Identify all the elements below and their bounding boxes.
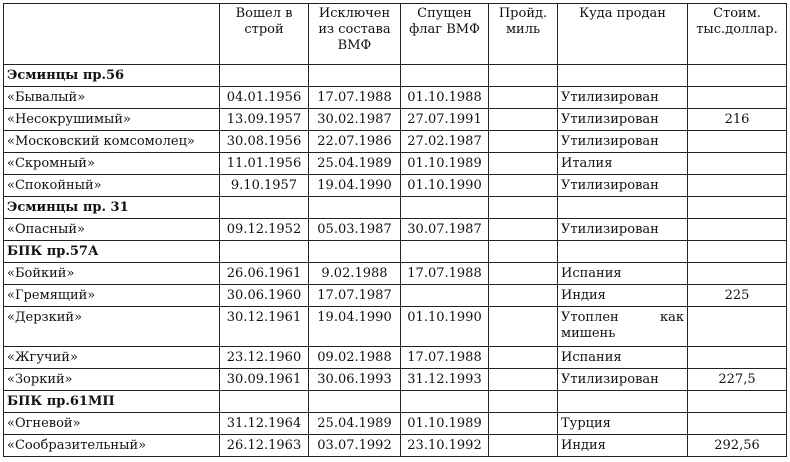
cell-name: «Зоркий» [4,369,220,391]
table-row [4,219,787,241]
cell-cost: 216 [688,109,787,131]
group-header-row [4,65,787,87]
cell-name: «Опасный» [4,219,220,241]
cell-miles [489,347,558,369]
cell-sold-to: Утилизирован [558,87,688,109]
table-row [4,285,787,307]
cell-sold-to: Утилизирован [558,131,688,153]
header-row [4,4,787,65]
cell-name: «Жгучий» [4,347,220,369]
cell-commissioned [220,65,309,87]
cell-sold-to [558,307,688,347]
cell-flag-lowered: 31.12.1993 [401,369,489,391]
cell-sold-to: Испания [558,347,688,369]
header-commissioned: Вошел в строй [220,4,309,65]
group-header-row [4,197,787,219]
cell-commissioned: 30.12.1961 [220,307,309,347]
cell-decommissioned: 17.07.1988 [309,87,401,109]
cell-cost [688,413,787,435]
cell-commissioned: 23.12.1960 [220,347,309,369]
cell-decommissioned: 25.04.1989 [309,413,401,435]
table-row [4,153,787,175]
cell-cost [688,197,787,219]
table-row [4,131,787,153]
cell-flag-lowered [401,241,489,263]
cell-miles [489,65,558,87]
table-row [4,175,787,197]
cell-flag-lowered: 01.10.1989 [401,413,489,435]
cell-sold-to: Утилизирован [558,369,688,391]
cell-decommissioned: 19.04.1990 [309,175,401,197]
cell-cost: 292,56 [688,435,787,457]
cell-miles [489,413,558,435]
cell-commissioned: 13.09.1957 [220,109,309,131]
cell-name: «Московский комсомолец» [4,131,220,153]
cell-flag-lowered [401,285,489,307]
cell-decommissioned: 9.02.1988 [309,263,401,285]
cell-sold-to: Турция [558,413,688,435]
cell-flag-lowered: 01.10.1990 [401,307,489,347]
cell-cost: 227,5 [688,369,787,391]
cell-decommissioned: 30.06.1993 [309,369,401,391]
group-header-row [4,391,787,413]
cell-cost: 225 [688,285,787,307]
cell-name: «Дерзкий» [4,307,220,347]
cell-flag-lowered: 27.02.1987 [401,131,489,153]
cell-cost [688,175,787,197]
cell-decommissioned: 19.04.1990 [309,307,401,347]
cell-miles [489,435,558,457]
table-row [4,369,787,391]
cell-commissioned [220,241,309,263]
table-row [4,307,787,347]
cell-miles [489,263,558,285]
cell-commissioned: 9.10.1957 [220,175,309,197]
cell-commissioned: 31.12.1964 [220,413,309,435]
cell-cost [688,131,787,153]
cell-flag-lowered [401,197,489,219]
header-flag-lowered: Спущен флаг ВМФ [401,4,489,65]
cell-miles [489,219,558,241]
cell-sold-to [558,197,688,219]
cell-cost [688,347,787,369]
cell-sold-to: Утилизирован [558,219,688,241]
cell-flag-lowered: 17.07.1988 [401,347,489,369]
group-name-cell: БПК пр.57А [4,241,220,263]
cell-commissioned: 30.06.1960 [220,285,309,307]
cell-flag-lowered: 17.07.1988 [401,263,489,285]
cell-sold-to: Утилизирован [558,109,688,131]
cell-cost [688,87,787,109]
group-name-cell: Эсминцы пр. 31 [4,197,220,219]
cell-name: «Сообразительный» [4,435,220,457]
table-row [4,87,787,109]
cell-cost [688,263,787,285]
header-sold-to: Куда продан [558,4,688,65]
cell-name: «Гремящий» [4,285,220,307]
cell-miles [489,153,558,175]
cell-decommissioned [309,197,401,219]
header-cost: Стоим. тыс.доллар. [688,4,787,65]
cell-sold-to [558,391,688,413]
cell-cost [688,153,787,175]
cell-cost [688,65,787,87]
table-body [4,65,787,457]
cell-sold-to: Испания [558,263,688,285]
cell-miles [489,197,558,219]
cell-miles [489,285,558,307]
cell-decommissioned [309,65,401,87]
table-row [4,347,787,369]
cell-name: «Бойкий» [4,263,220,285]
cell-flag-lowered: 23.10.1992 [401,435,489,457]
table-row [4,435,787,457]
cell-miles [489,391,558,413]
ship-table-document [3,3,786,458]
cell-sold-to: Индия [558,285,688,307]
cell-decommissioned: 05.03.1987 [309,219,401,241]
cell-decommissioned: 09.02.1988 [309,347,401,369]
cell-flag-lowered: 01.10.1988 [401,87,489,109]
cell-flag-lowered [401,65,489,87]
cell-commissioned: 30.08.1956 [220,131,309,153]
cell-flag-lowered [401,391,489,413]
cell-cost [688,241,787,263]
cell-decommissioned: 22.07.1986 [309,131,401,153]
cell-flag-lowered: 01.10.1990 [401,175,489,197]
cell-sold-to: Индия [558,435,688,457]
cell-name: «Спокойный» [4,175,220,197]
cell-miles [489,131,558,153]
cell-cost [688,219,787,241]
cell-commissioned: 09.12.1952 [220,219,309,241]
cell-miles [489,369,558,391]
cell-miles [489,87,558,109]
cell-cost [688,307,787,347]
table-row [4,109,787,131]
cell-cost [688,391,787,413]
cell-commissioned: 26.12.1963 [220,435,309,457]
cell-name: «Несокрушимый» [4,109,220,131]
cell-sold-to [558,241,688,263]
cell-commissioned [220,391,309,413]
cell-miles [489,241,558,263]
group-header-row [4,241,787,263]
cell-flag-lowered: 01.10.1989 [401,153,489,175]
cell-sold-to: Италия [558,153,688,175]
cell-decommissioned: 03.07.1992 [309,435,401,457]
cell-miles [489,175,558,197]
header-miles: Пройд. миль [489,4,558,65]
cell-name: «Бывалый» [4,87,220,109]
cell-commissioned: 11.01.1956 [220,153,309,175]
sold-to-text: Утоплен как мишень [561,310,684,341]
cell-decommissioned [309,391,401,413]
cell-decommissioned: 30.02.1987 [309,109,401,131]
header-decommissioned: Исключен из состава ВМФ [309,4,401,65]
cell-decommissioned [309,241,401,263]
group-name-cell: БПК пр.61МП [4,391,220,413]
cell-miles [489,109,558,131]
group-name-cell: Эсминцы пр.56 [4,65,220,87]
cell-commissioned [220,197,309,219]
cell-commissioned: 26.06.1961 [220,263,309,285]
cell-sold-to [558,65,688,87]
cell-sold-to: Утилизирован [558,175,688,197]
table-row [4,413,787,435]
cell-commissioned: 04.01.1956 [220,87,309,109]
table-row [4,263,787,285]
header-name [4,4,220,65]
cell-commissioned: 30.09.1961 [220,369,309,391]
cell-name: «Огневой» [4,413,220,435]
cell-flag-lowered: 30.07.1987 [401,219,489,241]
cell-decommissioned: 25.04.1989 [309,153,401,175]
cell-flag-lowered: 27.07.1991 [401,109,489,131]
cell-miles [489,307,558,347]
cell-name: «Скромный» [4,153,220,175]
ships-table [3,3,787,457]
cell-decommissioned: 17.07.1987 [309,285,401,307]
